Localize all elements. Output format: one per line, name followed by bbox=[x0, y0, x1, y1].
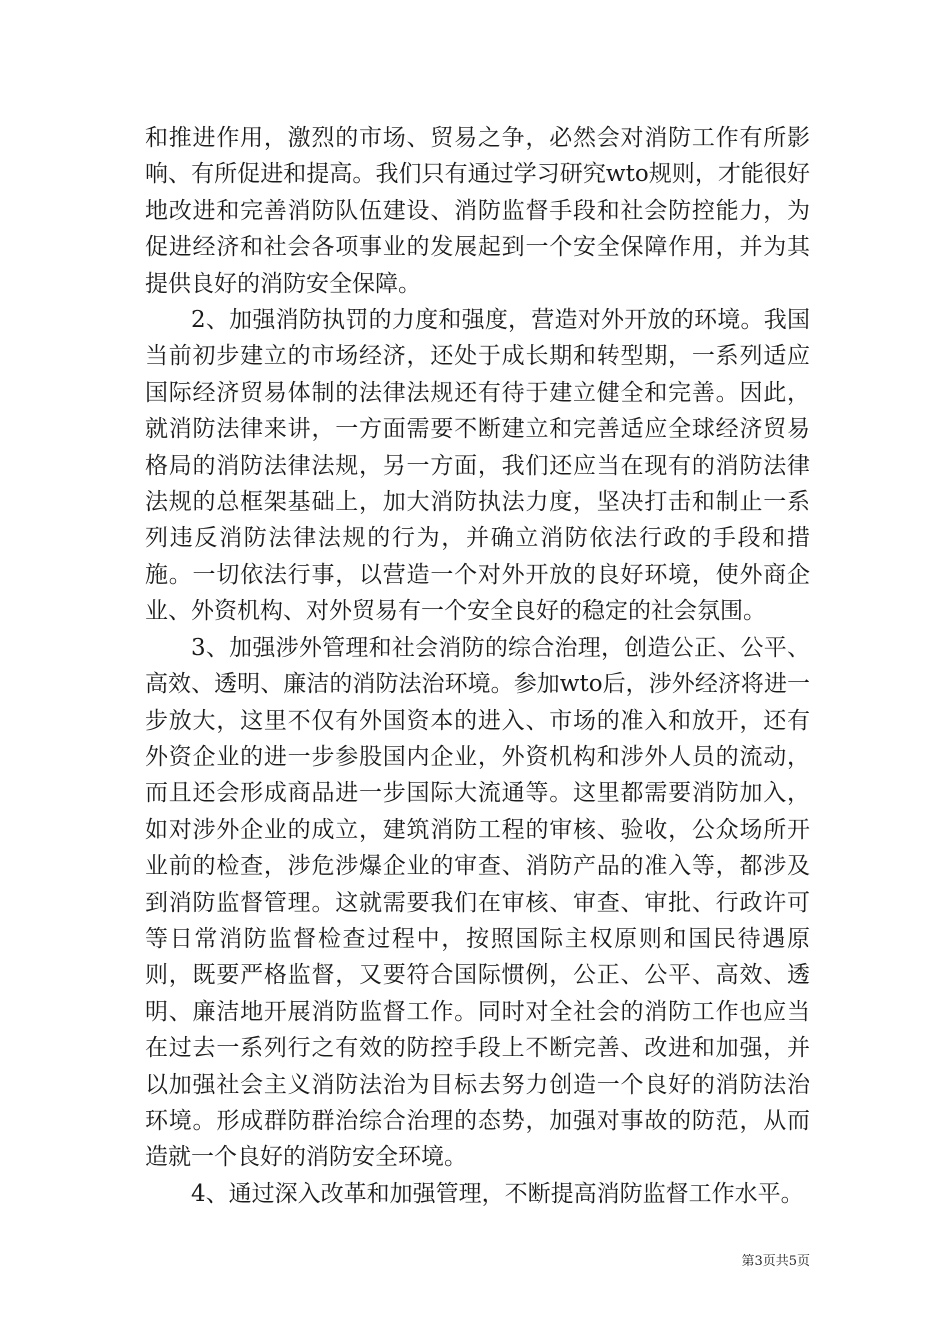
document-body bbox=[145, 120, 810, 1212]
paragraph-2: 2、加强消防执罚的力度和强度，营造对外开放的环境。我国当前初步建立的市场经济，还处于成长期和转型期，一系列适应国际经济贸易体制的法律法规还有待于建立健全和完善。因此，就消防法律来讲，一方面需要不断建立和完善适应全球经济贸易格局的消防法律法规，另一方面，我们还应当在现有的消防法律法规的总框架基础上，加大消防执法力度，坚决打击和制止一系列违反消防法律法规的行为，并确立消防依法行政的手段和措施。一切依法行事，以营造一个对外开放的良好环境，使外商企业、外资机构、对外贸易有一个安全良好的稳定的社会氛围。 bbox=[145, 307, 810, 625]
paragraph-3: 3、加强涉外管理和社会消防的综合治理，创造公正、公平、高效、透明、廉洁的消防法治环境。参加wto后，涉外经济将进一步放大，这里不仅有外国资本的进入、市场的准入和放开，还有外资企业的进一步参股国内企业，外资机构和涉外人员的流动，而且还会形成商品进一步国际大流通等。这里都需要消防加入，如对涉外企业的成立，建筑消防工程的审核、验收，公众场所开业前的检查，涉危涉爆企业的审查、消防产品的准入等，都涉及到消防监督管理。这就需要我们在审核、审查、审批、行政许可等日常消防监督检查过程中，按照国际主权原则和国民待遇原则，既要严格监督，又要符合国际惯例，公正、公平、高效、透明、廉洁地开展消防监督工作。同时对全社会的消防工作也应当在过去一系列行之有效的防控手段上不断完善、改进和加强，并以加强社会主义消防法治为目标去努力创造一个良好的消防法治环境。形成群防群治综合治理的态势，加强对事故的防范，从而造就一个良好的消防安全环境。 bbox=[145, 634, 810, 1171]
paragraph-continuation: 和推进作用，激烈的市场、贸易之争，必然会对消防工作有所影响、有所促进和提高。我们只有通过学习研究wto规则，才能很好地改进和完善消防队伍建设、消防监督手段和社会防控能力，为促进经济和社会各项事业的发展起到一个安全保障作用，并为其提供良好的消防安全保障。 bbox=[145, 125, 810, 297]
paragraph-4: 4、通过深入改革和加强管理，不断提高消防监督工作水平。 bbox=[191, 1180, 804, 1207]
page-number-footer: 第3页共5页 bbox=[741, 1254, 810, 1269]
